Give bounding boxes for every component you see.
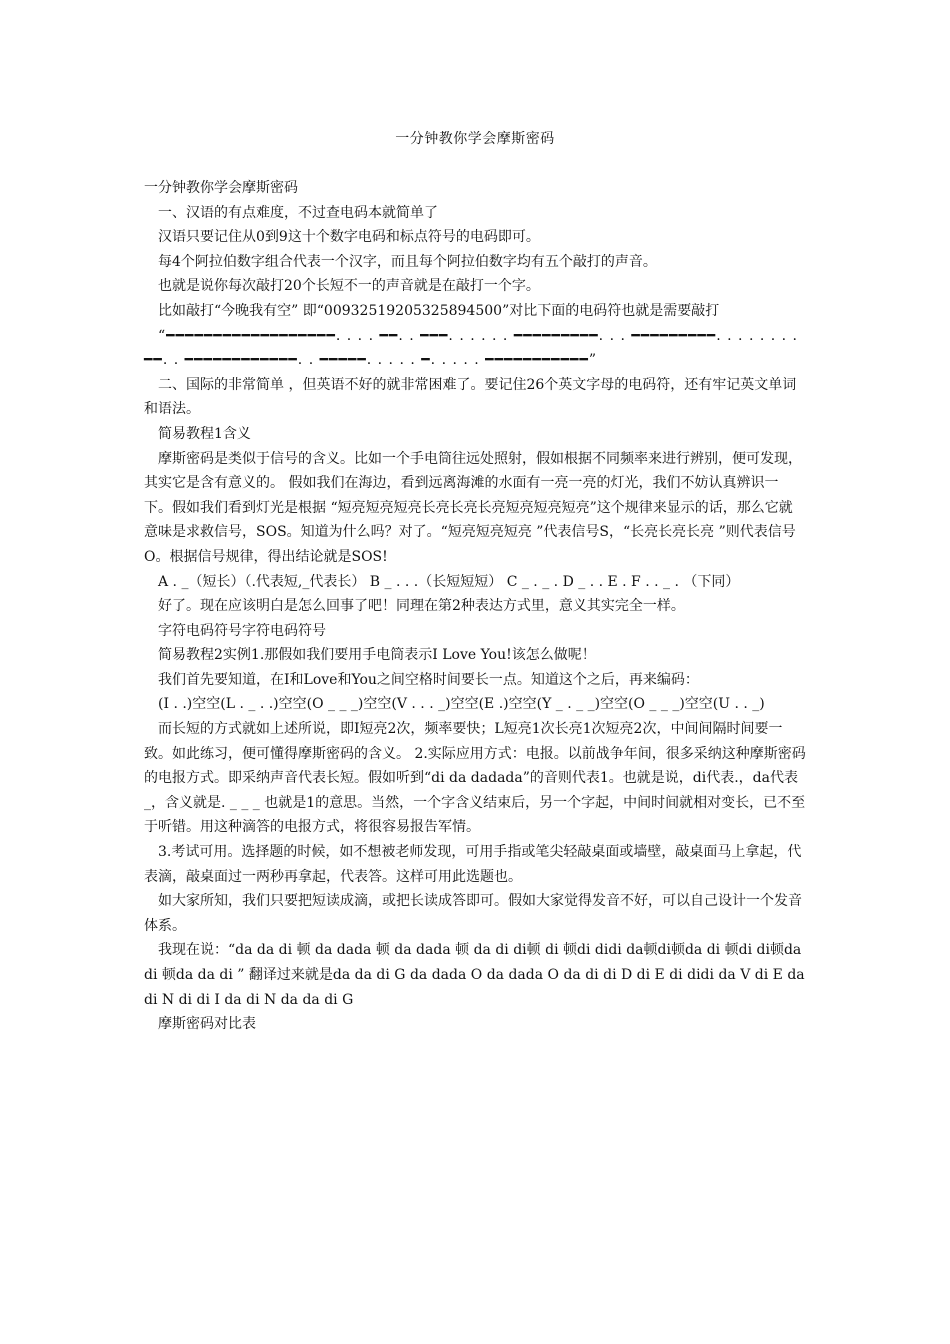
section-1-heading: 一、汉语的有点难度，不过查电码本就简单了 [158, 204, 438, 221]
paragraph: 摩斯密码是类似于信号的含义。比如一个手电筒往远处照射，假如根据不同频率来进行辨别，便可发现，其实它是含有意义的。 假如我们在海边，看到远离海滩的水面有一亮一亮的灯光，我们不妨认真辨识一下。假如我们看到灯光是根据 “短亮短亮短亮长亮长亮长亮短亮短亮短亮”这个规律来显示的话，那么它就意味是求救信号，SOS。知道为什么吗？对了。“短亮短亮短亮 ”代表信号S，“长亮长亮长亮 ”则代表信号O。根据信号规律，得出结论就是SOS! [144, 450, 802, 565]
tutorial-2-heading: 简易教程2实例1.那假如我们要用手电筒表示I Love You!该怎么做呢！ [158, 647, 596, 664]
code-examples: A . _（短长）（.代表短,_代表长） B _ . . .（长短短短） C _ . _ . D _ . . E . F . . _ . （下同） [158, 573, 740, 590]
paragraph: 而长短的方式就如上述所说，即I短亮2次，频率要快；L短亮1次长亮1次短亮2次，中间间隔时间要一致。如此练习，便可懂得摩斯密码的含义。 2.实际应用方式：电报。以前战争年间，很多采纳这种摩斯密码的电报方式。即采纳声音代表长短。假如听到“di da dadada”的音则代表1。也就是说，di代表.，da代表_，含义就是. _ _ _ 也就是1的意思。当然，一个字含义结束后，另一个字起，中间时间就相对变长，已不至于听错。用这种滴答的电报方式，将很容易报告军情。 [144, 721, 806, 836]
intro-heading: 一分钟教你学会摩斯密码 [144, 180, 298, 196]
paragraph: 每4个阿拉伯数字组合代表一个汉字，而且每个阿拉伯数字均有五个敲打的声音。 [158, 253, 657, 270]
encoding-example: (I . .)空空(L . _ . .)空空(O _ _ _)空空(V . . . _)空空(E .)空空(Y _ . _ _)空空(O _ _ _)空空(U . . _) [158, 696, 765, 713]
paragraph: 我们首先要知道，在I和Love和You之间空格时间要长一点。知道这个之后，再来编码： [158, 671, 699, 688]
paragraph: 3.考试可用。选择题的时候，如不想被老师发现，可用手指或笔尖轻敲桌面或墙壁，敲桌面马上拿起，代表滴，敲桌面过一两秒再拿起，代表答。这样可用此选题也。 [144, 844, 802, 885]
comparison-table-heading: 摩斯密码对比表 [158, 1016, 256, 1033]
paragraph: 如大家所知，我们只要把短读成滴，或把长读成答即可。假如大家觉得发音不好，可以自己设计一个发音体系。 [144, 893, 802, 934]
morse-sequence: “━━━━━━━━━━━━━━━━━━. . . . ━━. . ━━━. . . . . . ━━━━━━━━━. . . ━━━━━━━━━. . . . . . . . ━━. . ━━━━━━━━━━━━. . ━━━━━. . . . . ━. . . . . ━━━━━━━━━━━” [144, 327, 798, 369]
table-header-line: 字符电码符号字符电码符号 [158, 622, 326, 639]
section-2-heading: 二、国际的非常简单 ，但英语不好的就非常困难了。要记住26个英文字母的电码符，还有牢记英文单词和语法。 [144, 376, 797, 418]
document-title: 一分钟教你学会摩斯密码 [395, 131, 555, 147]
paragraph: 好了。现在应该明白是怎么回事了吧！同理在第2种表达方式里，意义其实完全一样。 [158, 598, 685, 615]
paragraph: 我现在说：“da da di 顿 da dada 顿 da dada 顿 da di di顿 di 顿di didi da顿di顿da di 顿di di顿da di 顿da da di ” 翻译过来就是da da di G da dada O da dada O da di di D di E di didi da V di E da di N di di I da di N da da di G [144, 942, 805, 1008]
tutorial-1-heading: 简易教程1含义 [158, 425, 251, 442]
paragraph: 也就是说你每次敲打20个长短不一的声音就是在敲打一个字。 [158, 278, 540, 295]
document-body [144, 176, 806, 1037]
paragraph: 汉语只要记住从0到9这十个数字电码和标点符号的电码即可。 [158, 229, 540, 246]
paragraph: 比如敲打“今晚我有空” 即“00932519205325894500”对比下面的电码符也就是需要敲打 [158, 302, 720, 319]
